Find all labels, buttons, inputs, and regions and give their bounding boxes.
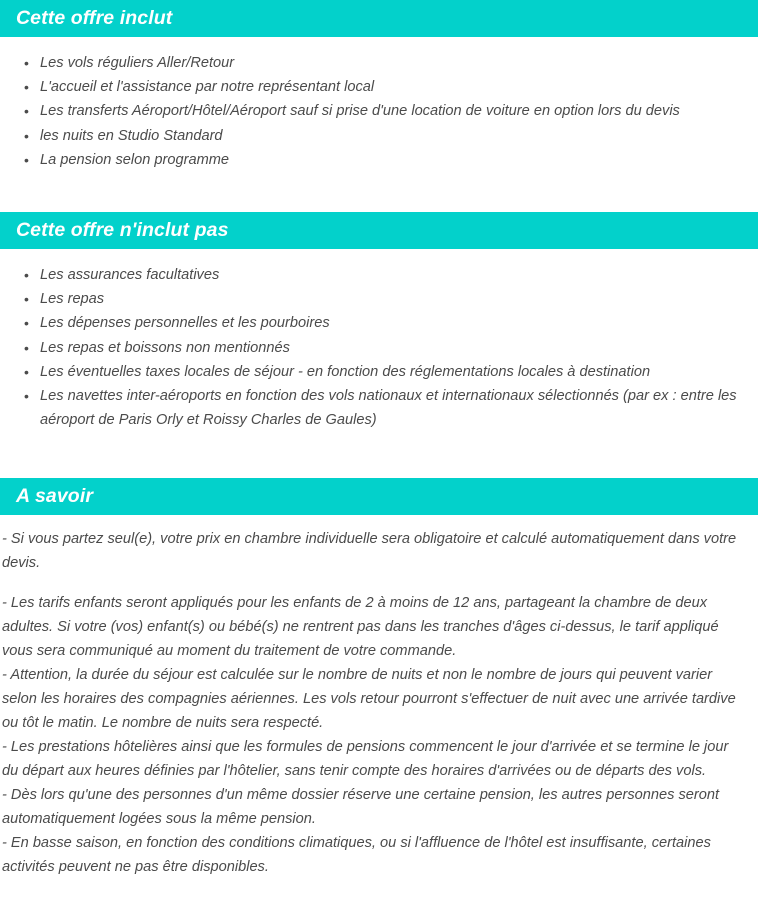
section-good-to-know: [0, 478, 758, 879]
section-included: [0, 0, 758, 172]
section-header-not-included: [0, 212, 758, 249]
note-paragraph: - Les tarifs enfants seront appliqués pour les enfants de 2 à moins de 12 ans, partageant la chambre de deux adultes. Si votre (vos) enfant(s) ou bébé(s) ne rentrent pas dans les tranches d'âges ci-dessus, le tarif appliqué vous sera communiqué au moment du traitement de votre commande.: [2, 595, 719, 660]
section-spacer: [0, 172, 758, 212]
list-item: • Les navettes inter-aéroports en fonction des vols nationaux et internationaux sélectionnés (par ex : entre les aéroport de Paris Orly et Roissy Charles de Gaules): [40, 384, 752, 432]
list-item: • Les dépenses personnelles et les pourboires: [40, 311, 752, 335]
section-title-good-to-know: A savoir: [16, 485, 94, 508]
list-item: • les nuits en Studio Standard: [40, 124, 752, 148]
list-item: • Les repas et boissons non mentionnés: [40, 336, 752, 360]
included-list: [0, 37, 758, 172]
list-item: • Les éventuelles taxes locales de séjour - en fonction des réglementations locales à destination: [40, 360, 752, 384]
note-paragraph: - Attention, la durée du séjour est calculée sur le nombre de nuits et non le nombre de jours qui peuvent varier selon les horaires des compagnies aériennes. Les vols retour pourront s'effectuer de nuit avec une arrivée tardive ou tôt le matin. Le nombre de nuits sera respecté.: [2, 667, 736, 732]
section-spacer: [0, 432, 758, 478]
note-paragraph: - Dès lors qu'une des personnes d'un même dossier réserve une certaine pension, les autres personnes seront automatiquement logées sous la même pension.: [2, 787, 720, 828]
section-header-good-to-know: [0, 478, 758, 515]
note-paragraph: - Si vous partez seul(e), votre prix en chambre individuelle sera obligatoire et calculé automatiquement dans votre devis.: [2, 531, 737, 572]
note-paragraph: - Les prestations hôtelières ainsi que les formules de pensions commencent le jour d'arrivée et se termine le jour du départ aux heures définies par l'hôtelier, sans tenir compte des horaires d'arrivées ou de départs des vols.: [2, 739, 729, 780]
not-included-list: [0, 249, 758, 432]
section-not-included: [0, 212, 758, 432]
good-to-know-notes: [0, 515, 758, 879]
note-paragraph: - En basse saison, en fonction des conditions climatiques, ou si l'affluence de l'hôtel est insuffisante, certaines activités peuvent ne pas être disponibles.: [2, 835, 711, 876]
list-item: • La pension selon programme: [40, 148, 752, 172]
list-item: • Les assurances facultatives: [40, 263, 752, 287]
section-title-included: Cette offre inclut: [16, 6, 173, 29]
list-item: • Les repas: [40, 287, 752, 311]
list-item: • L'accueil et l'assistance par notre représentant local: [40, 75, 752, 99]
list-item: • Les transferts Aéroport/Hôtel/Aéroport sauf si prise d'une location de voiture en option lors du devis: [40, 99, 752, 123]
section-header-included: [0, 0, 758, 37]
section-title-not-included: Cette offre n'inclut pas: [16, 218, 229, 241]
list-item: • Les vols réguliers Aller/Retour: [40, 51, 752, 75]
page-tail-spacer: [0, 879, 758, 889]
